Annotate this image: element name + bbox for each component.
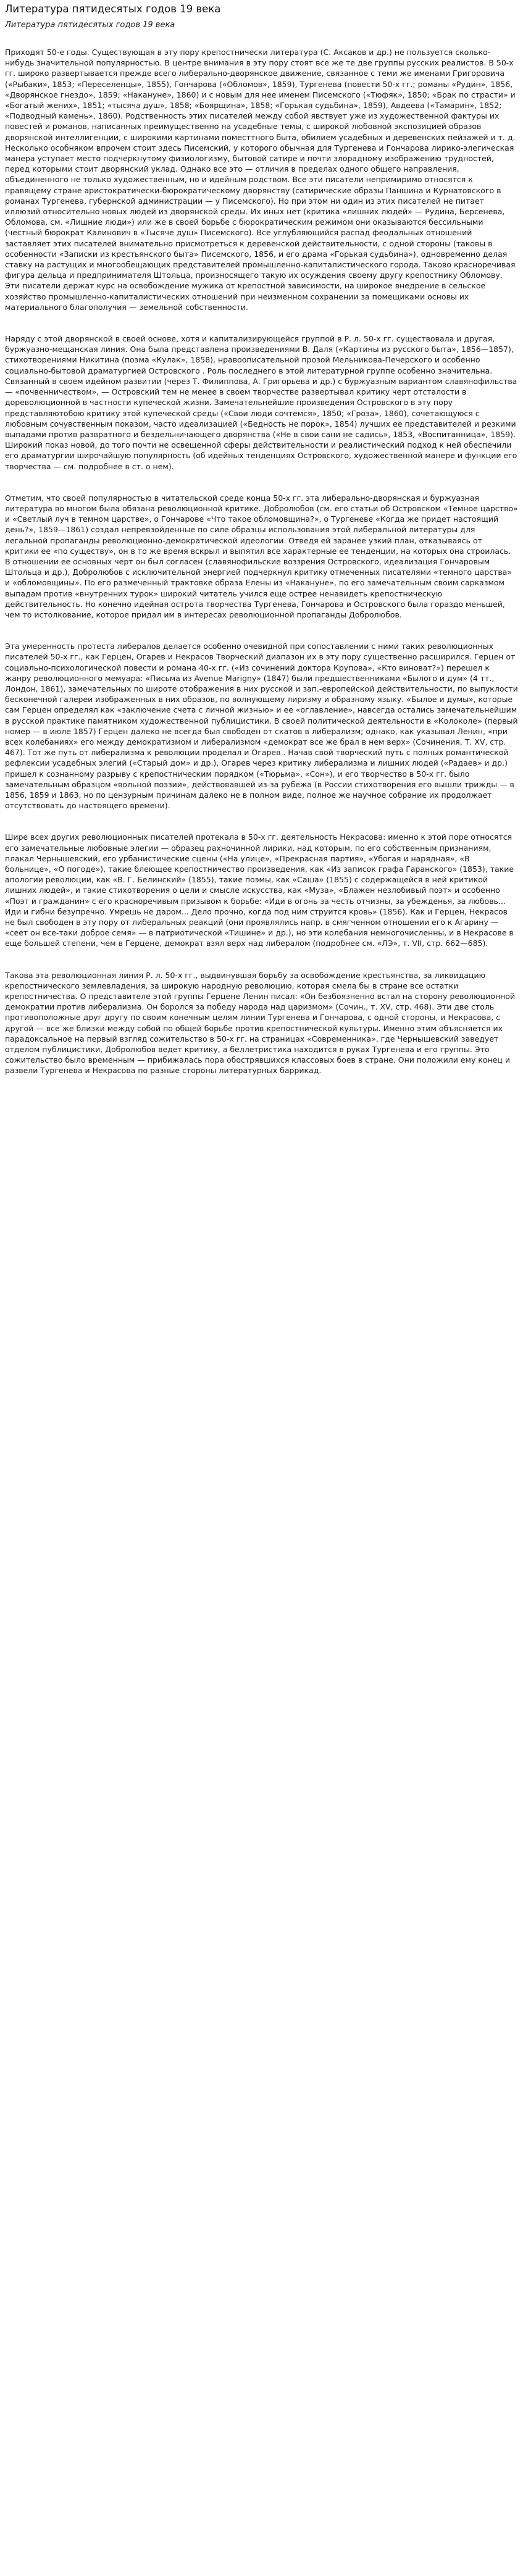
paragraph-5: Шире всех других революционных писателей протекала в 50-х гг. деятельность Некрасова: именно к этой поре относятся его замечательные любовные элегии — образец рахночинной лирики, над которым, по его собственным признаниям, плакал Чернышевский, его урбанистические сцены («На улице», «Прекрасная партия», «Убогая и нарядная», «В больнице», «О погоде»), такие блеющее крепостничество произведения, как «Из записок графа Гаранского» (1853), такие апологии революции, как «В. Г. Белинский» (1855), такие поэмы, как «Саша» (1855) с содержащейся в ней критикой лишних людей», и такие стихотворения о цели и смысле искусства, как «Муза», «Блажен незлобивый поэт» и особенно «Поэт и гражданин» с его красноречивым призывом к борьбе: «Иди в огонь за честь отчизны, за убежденья, за любовь... Иди и гибни безупречно. Умрешь не даром... Дело прочно, когда под ним струится кровь» (1856). Как и Герцен, Некрасов не был свободен в эту пору от либеральных реакций (они проявлялись напр. в смягченном отношении его к Агарину — «сеет он все-таки доброе семя» — в патриотической «Тишине» и др.), но эти колебания немногочисленны, и в Некрасове в еще большей степени, чем в Герцене, демократ взял верх над либералом (подробнее см. «ЛЭ», т. VII, стр. 662—685). — [5, 832, 514, 948]
paragraph-2: Наряду с этой дворянской в своей основе, хотя и капитализирующейся группой в Р. л. 50-х гг. существовала и другая, буржуазно-мещанская линия. Она была представлена произведениями В. Даля («Картины из русского быта», 1856—1857), стихотворениями Никитина (поэма «Кулак», 1858), нравоописательной прозой Мельникова-Печерского и особенно социально-бытовой драматургией Островского . Роль последнего в этой литературной группе особенно значительна. Связанный в своем идейном развитии (через Т. Филиппова, А. Григорьева и др.) с буржуазным вариантом славянофильства — «почвенничеством», — Островский тем не менее в своем творчестве развертывал критику черт отсталости в дореволюционной в частности купеческой жизни. Замечательнейшие произведения Островского в эту пору представляютобою критику этой купеческой среды («Свои люди сочтемся», 1850; «Гроза», 1860), сочетающуюся с любовным сочувственным показом, часто идеализацией («Бедность не порок», 1854) лучших ее представителей и резкими выпадами против развратного и бездельничающего дворянства («Не в свои сани не садись», 1853, «Воспитанница», 1859). Широкий показ новой, до того почти не освещенной сферы действительности и реалистический подход к ней обеспечили его драматургии широчайшую популярность (об идейных тенденциях Островского, художественной манере и функции его творчества — см. подробнее в ст. о нем). — [5, 334, 517, 471]
paragraph-4: Эта умеренность протеста либералов делается особенно очевидной при сопоставлении с ними таких революционных писателей 50-х гг., как Герцен, Огарев и Некрасов Творческий диапазон их в эту пору существенно расширился. Герцен от социально-психологической повести и романа 40-х гг. («Из сочинений доктора Крупова», «Кто виноват?») перешел к жанру революционного мемуара: «Письма из Avenue Marigny» (1847) были предшественниками «Былого и дум» (4 тт., Лондон, 1861), замечательных по широте отображения в них русской и зап.-европейской действительности, по выпуклости бесконечной галереи изображенных в них образов, по волнующему лиризму и образному языку. «Былое и думы», которые сам Герцен определял как «заключение счета с личной жизнью» и ее «оглавление», навсегда остались замечательнейшим в русской практике памятником художественной публицистики. В своей политической деятельности в «Колоколе» (первый номер — в июле 1857) Герцен далеко не всегда был свободен от скатов в либерализм; однако, как указывал Ленин, «при всех колебаниях» его между демократизмом и либерализмом «демократ все же брал в нем верх» (Сочинения, Т. XV, стр. 467). Тот же путь от либерализма к революции проделал и Огарев . Начав свой творческий путь с полных романтической рефлексии усадебных элегий («Старый дом» и др.), Огарев через критику либерализма и лишних людей («Радаев» и др.) пришел к сознанному разрыву с крепостническим порядком («Тюрьма», «Сон»), и его творчество в 50-х гг. было замечательным образцом «вольной поэзии», действовавшей из-за рубежа (в России стихотворения его вышли трижды — в 1856, 1859 и 1863, но по цензурным причинам далеко не в полном виде, полное же научное собрание их продолжает отсутствовать до настоящего времени). — [5, 642, 518, 811]
paragraph-3: Отметим, что своей популярностью в читательской среде конца 50-х гг. эта либерально-дворянская и буржуазная литература во многом была обязана революционной критике. Добролюбов (см. его статьи об Островском «Темное царство» и «Светлый луч в темном царстве», о Гончарове «Что такое обломовщина?», о Тургеневе «Когда же придет настоящий день?», 1859—1861) создал непревзойденные по силе образцы использования этой либеральной литературы для легальной пропаганды революционно-демократической идеологии. Отведя ей заранее узкий план, отказываясь от критики ее «по существу», он в то же время вскрыл и выпятил все характерные ее тенденции, на которых она строилась. В отношении ее основных черт он был согласен (славянофильские воззрения Островского, идеализация Гончаровым Штольца и др.), Добролюбов с исключительной энергией подчеркнул критику отмеченных писателями «темного царства» и «обломовщины». По его размеченный трактовке образа Елены из «Накануне», по его замечательным своим сарказмом выпадам против «внутренних турок» широкий читатель учился еще острее ненавидеть крепостническую действительность. Но конечно идейная острота творчества Тургенева, Гончарова и Островского была гораздо меньшей, чем то истолкование, которое придал им в интересах революционной пропаганды Добролюбов. — [5, 493, 518, 619]
page-subtitle: Литература пятидесятых годов 19 века — [5, 20, 175, 30]
article — [0, 0, 523, 1105]
page-title: Литература пятидесятых годов 19 века — [5, 3, 221, 15]
paragraph-1: Приходят 50-е годы. Существующая в эту пору крепостнически литература (С. Аксаков и др.) не пользуется сколько-нибудь значительной популярностью. В центре внимания в эту пору стоят все же те две группы русских реалистов. В 50-х гг. широко развертывается прежде всего либерально-дворянское движение, связанное с теми же именами Григоровича («Рыбаки», 1853; «Переселенцы», 1855), Гончарова («Обломов», 1859), Тургенева (повести 50-х гг.; романы «Рудин», 1856, «Дворянское гнездо», 1859; «Накануне», 1860) и с новым для нее именем Писемского («Тюфяк», 1850; «Брак по страсти» и «Богатый жених», 1851; «тысяча душ», 1858; «Боярщина», 1858; «Горькая судьбина», 1859), Авдеева («Тамарин», 1852; «Подводный камень», 1860). Родственность этих писателей между собой явствует уже из художественной фактуры их повестей и романов, написанных преимущественно на усадебные темы, с широкой любовной экспозицией образов дворянской интеллигенции, с широкими картинами поместтного быта, обилием усадебных и деревенских пейзажей и т. д. Несколько особняком впрочем стоит здесь Писемский, у которого обычная для Тургенева и Гончарова лирико-элегическая манера уступает место подчеркнутому физиологизму, бытовой сатире и почти злорадному изображению трудностей, перед которыми стоит дворянский уклад. Однако все это — отличия в пределах одного общего направления, объединенного не только художественным, но и идейным родством. Все эти писатели непримиримо относятся к правящему стране аристократически-бюрократическому дворянству (сатирические образы Паншина и Курнатовского в романах Тургенева, губернской администрации — у Писемского). Но при этом ни один из этих писателей не питает иллюзий относительно новых людей из дворянской среды. Их иных нет (критика «лишних людей» — Рудина, Берсенева, Обломова, см. «Лишние люди») или же в своей борьбе с бюрократическим режимом они оказываются бессильными (честный бюрократ Калинович в «Тысяче душ» Писемского). Все углубляющийся распад феодальных отношений заставляет этих писателей внимательно присмотреться к деревенской действительности, с одной стороны (таковы в особенности «Записки из крестьянского быта» Писемского, 1856, и его драма «Горькая судьбина»), одновременно делая ставку на растущих и многообещающих представителей промышленно-капиталистического города. Таково красноречивая фигура дельца и предпринимателя Штольца, произносящего такую их осуждения своему другу крепостнику Обломову. Эти писатели держат курс на освобождение мужика от крепостной зависимости, на широкое внедрение в сельское хозяйство промышленно-капиталистических отношений при неизменном сохранении за помещиками основы их материального благополучия — земельной собственности. — [5, 48, 516, 312]
paragraph-6: Такова эта революционная линия Р. л. 50-х гг., выдвинувшая борьбу за освобождение крестьянства, за ликвидацию крепостнического землевладения, за широкую народную революцию, которая смела бы в стране все остатки крепостничества. О представителе этой группы Герцене Ленин писал: «Он безбоязненно встал на сторону революционной демократии против либерализма. Он боролся за победу народа над царизмом» (Сочин., т. XV, стр. 468). Эти две столь противоположные друг другу по своим конечным целям линии Тургенева и Гончарова, с одной стороны, и Некрасова, с другой — все же близки между собой по общей борьбе против крепостнической культуры. Именно этим объясняется их парадоксальное на первый взгляд сожительство в 50-х гг. на страницах «Современника», где Чернышевский заведует отделом публицистики, Добролюбов ведет критику, а беллетристика находится в руках Тургенева и его группы. Это сожительство было временным — прибижалась пора обострявшихся классовых боев в стране. Они положили ему конец и развели Тургенева и Некрасова по разные стороны литературных баррикад. — [5, 970, 516, 1076]
